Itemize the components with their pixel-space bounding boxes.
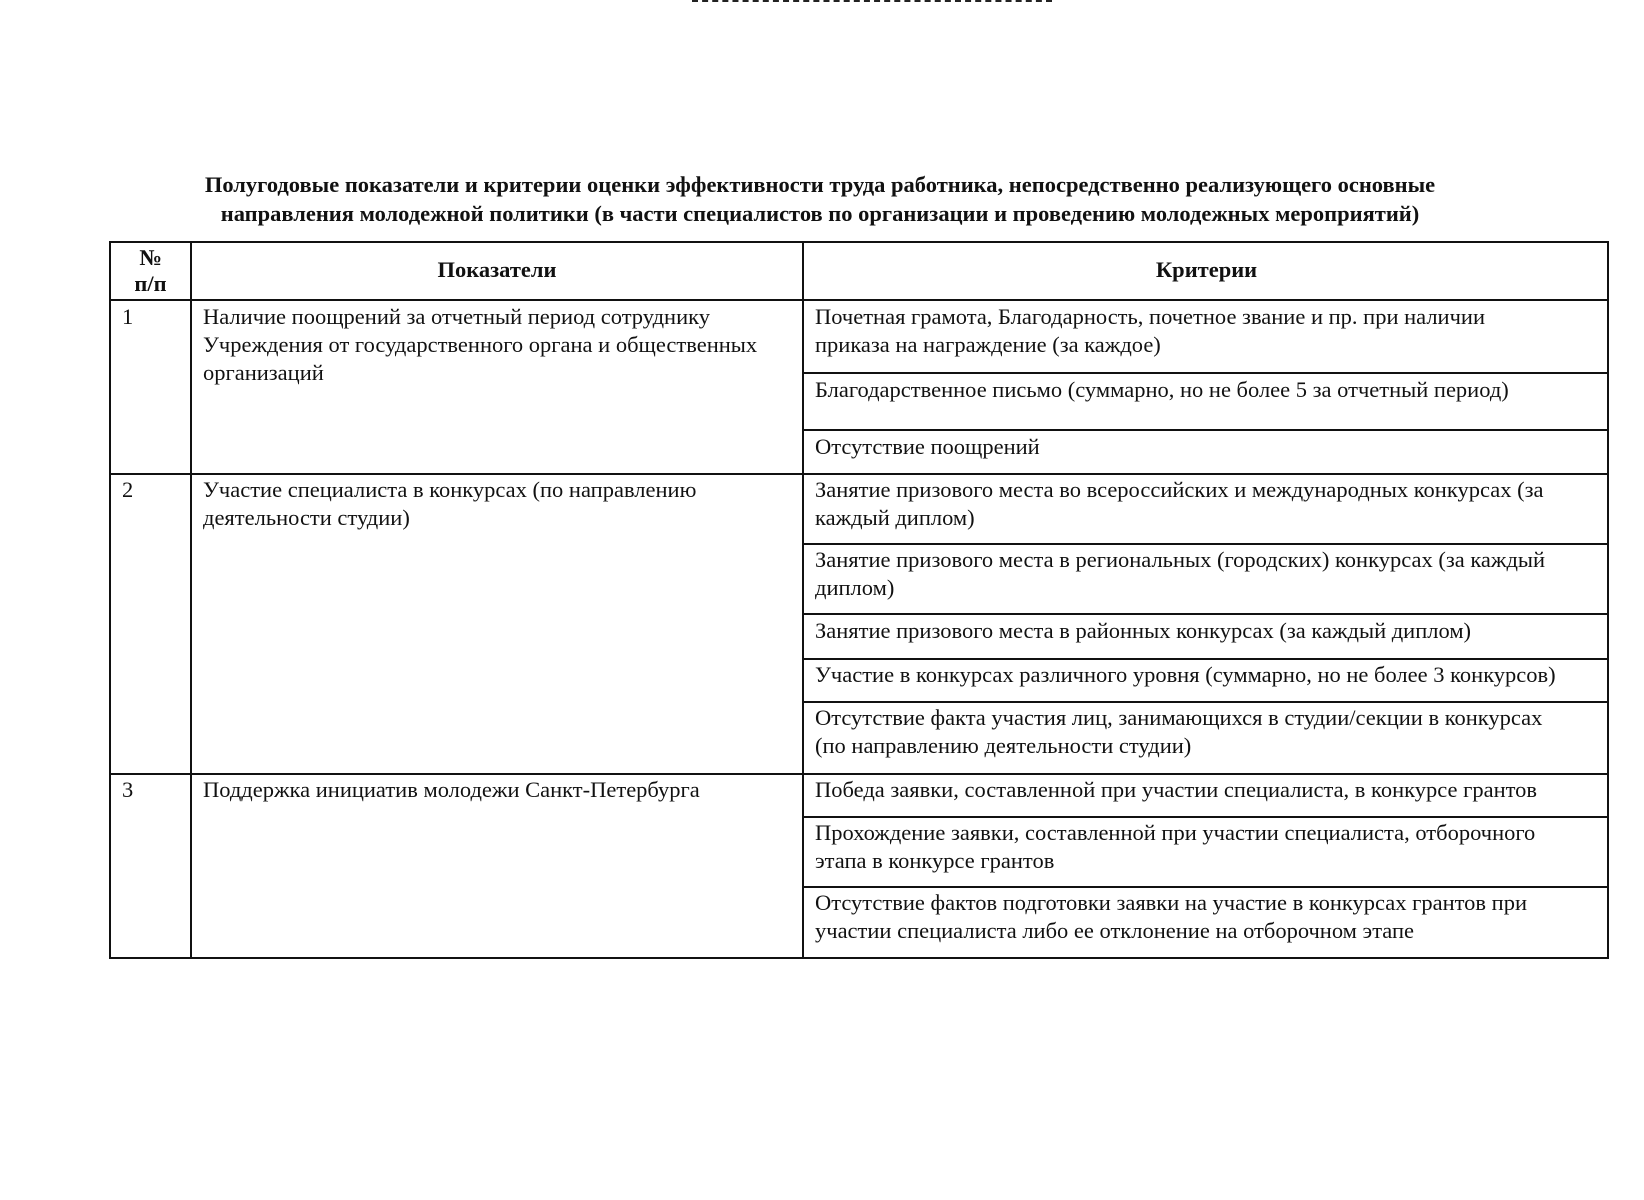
criteria-divider <box>802 429 1607 431</box>
header-number <box>111 245 190 297</box>
criteria-divider <box>802 613 1607 615</box>
criterion-line: Прохождение заявки, составленной при участии специалиста, отборочного <box>815 820 1536 845</box>
criterion-cell <box>815 546 1545 602</box>
column-divider <box>802 243 804 957</box>
criterion-cell <box>815 704 1542 760</box>
criterion-line: Отсутствие фактов подготовки заявки на участие в конкурсах грантов при <box>815 890 1528 915</box>
criterion-line: Занятие призового места в региональных (городских) конкурсах (за каждый <box>815 547 1546 572</box>
top-scan-mark <box>692 0 1052 5</box>
criterion-line: диплом) <box>815 575 895 600</box>
criteria-divider <box>802 658 1607 660</box>
criterion-line: Благодарственное письмо (суммарно, но не более 5 за отчетный период) <box>815 377 1509 402</box>
criterion-line: участии специалиста либо ее отклонение на отборочном этапе <box>815 918 1415 943</box>
criteria-divider <box>802 701 1607 703</box>
criteria-divider <box>802 886 1607 888</box>
criterion-line: Занятие призового места во всероссийских и международных конкурсах (за <box>815 477 1544 502</box>
row-number: 1 <box>122 304 134 329</box>
indicator-line: Наличие поощрений за отчетный период сотруднику <box>203 304 710 329</box>
indicator-line: организаций <box>203 360 324 385</box>
row-divider <box>111 473 1607 475</box>
indicator-cell <box>203 776 700 804</box>
row-number: 2 <box>122 477 134 502</box>
criterion-line: приказа на награждение (за каждое) <box>815 332 1161 357</box>
column-divider <box>190 243 192 957</box>
criterion-cell <box>815 889 1527 945</box>
row-number: 3 <box>122 777 134 802</box>
indicator-cell <box>203 476 696 532</box>
criterion-cell <box>815 617 1471 645</box>
criterion-line: Отсутствие факта участия лиц, занимающихся в студии/секции в конкурсах <box>815 705 1543 730</box>
criterion-cell <box>815 303 1485 359</box>
criterion-cell <box>815 376 1509 404</box>
criteria-table <box>109 241 1609 959</box>
title-line-2: направления молодежной политики (в части специалистов по организации и проведению молодежных мероприятий) <box>220 201 1420 226</box>
criterion-line: Участие в конкурсах различного уровня (суммарно, но не более 3 конкурсов) <box>815 662 1556 687</box>
criterion-line: каждый диплом) <box>815 505 975 530</box>
criteria-divider <box>802 543 1607 545</box>
criterion-cell <box>815 476 1543 532</box>
criteria-divider <box>802 372 1607 374</box>
criterion-cell <box>815 433 1040 461</box>
header-number-symbol: № <box>139 245 162 270</box>
header-divider <box>111 299 1607 301</box>
document-title <box>150 170 1490 228</box>
indicator-line: Поддержка инициатив молодежи Санкт-Петербурга <box>203 777 700 802</box>
indicator-line: Учреждения от государственного органа и общественных <box>203 332 758 357</box>
header-criteria: Критерии <box>1155 257 1258 282</box>
indicator-cell <box>203 303 757 387</box>
criterion-line: Занятие призового места в районных конкурсах (за каждый диплом) <box>815 618 1472 643</box>
title-line-1: Полугодовые показатели и критерии оценки эффективности труда работника, непосредственно реализующего основные <box>204 172 1436 197</box>
header-number-label: п/п <box>134 271 167 296</box>
criterion-line: (по направлению деятельности студии) <box>815 733 1192 758</box>
row-divider <box>111 773 1607 775</box>
criterion-cell <box>815 819 1535 875</box>
criteria-divider <box>802 816 1607 818</box>
criterion-cell <box>815 661 1556 689</box>
criterion-line: этапа в конкурсе грантов <box>815 848 1055 873</box>
header-indicators: Показатели <box>437 257 557 282</box>
criterion-line: Почетная грамота, Благодарность, почетное звание и пр. при наличии <box>815 304 1486 329</box>
criterion-cell <box>815 776 1537 804</box>
indicator-line: Участие специалиста в конкурсах (по направлению <box>203 477 697 502</box>
criterion-line: Отсутствие поощрений <box>815 434 1040 459</box>
indicator-line: деятельности студии) <box>203 505 410 530</box>
criterion-line: Победа заявки, составленной при участии специалиста, в конкурсе грантов <box>815 777 1538 802</box>
